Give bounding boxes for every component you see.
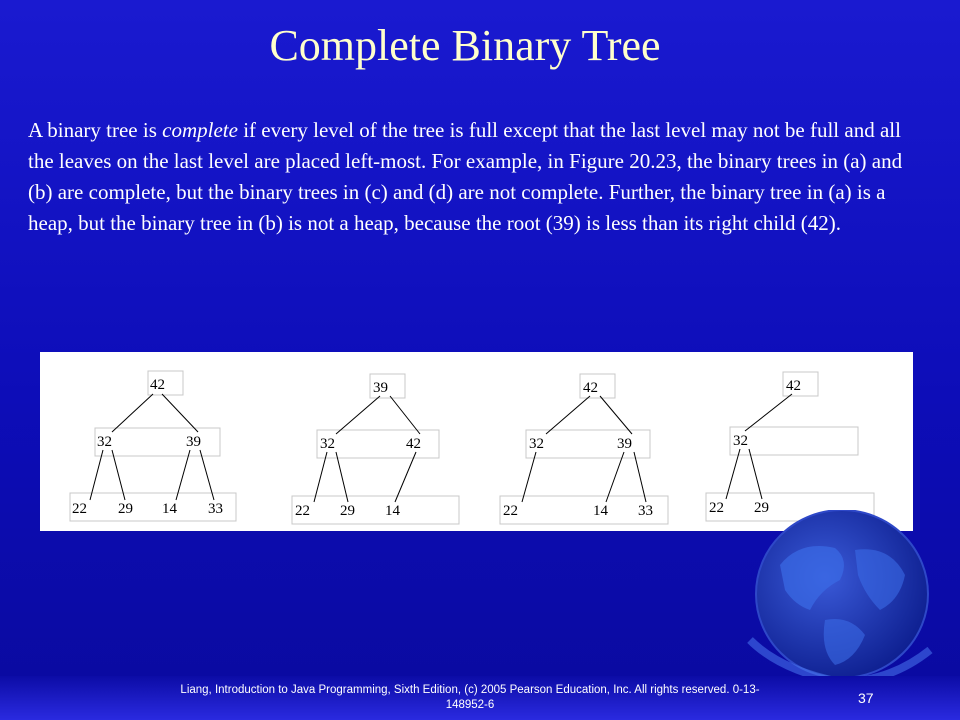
tree-b-level2-box bbox=[292, 496, 459, 524]
tree-d-edge bbox=[745, 394, 792, 431]
definition-paragraph bbox=[28, 115, 928, 239]
tree-c-edge bbox=[522, 452, 536, 502]
tree-d-leaf-1: 22 bbox=[709, 500, 724, 516]
tree-c-node-left: 32 bbox=[529, 436, 544, 452]
tree-a bbox=[70, 371, 236, 521]
tree-a-leaf-1: 22 bbox=[72, 501, 87, 517]
tree-a-edge bbox=[112, 394, 153, 432]
tree-c-leaf-1: 22 bbox=[503, 503, 518, 519]
paragraph-text-start: A binary tree is bbox=[28, 118, 163, 142]
tree-b bbox=[292, 374, 459, 524]
tree-a-root-label: 42 bbox=[150, 377, 165, 393]
tree-d-root-label: 42 bbox=[786, 378, 801, 394]
tree-d-edge bbox=[749, 449, 762, 499]
tree-b-edge bbox=[390, 396, 420, 434]
tree-b-edge bbox=[395, 452, 416, 502]
tree-c-edge bbox=[546, 396, 590, 434]
paragraph-emphasis: complete bbox=[162, 118, 238, 142]
tree-b-edge bbox=[336, 452, 348, 502]
tree-a-node-left: 32 bbox=[97, 434, 112, 450]
tree-b-leaf-1: 22 bbox=[295, 503, 310, 519]
tree-a-edge bbox=[162, 394, 198, 432]
paragraph-text-rest: if every level of the tree is full except that the last level may not be full and all the leaves on the last level are placed left-most. For example, in Figure 20.23, the binary trees in (a) and (b) are complete, but the binary trees in (c) and (d) are not complete. Further, the binary tree in (a) is a heap, but the binary tree in (b) is not a heap, because the root (39) is less than its right child (42). bbox=[28, 118, 903, 235]
tree-figure-panel bbox=[40, 352, 913, 531]
tree-d-leaf-2: 29 bbox=[754, 500, 769, 516]
tree-a-leaf-2: 29 bbox=[118, 501, 133, 517]
tree-d-edge bbox=[726, 449, 740, 499]
tree-b-node-right: 42 bbox=[406, 436, 421, 452]
slide-title: Complete Binary Tree bbox=[269, 21, 661, 70]
tree-c-node-right: 39 bbox=[617, 436, 632, 452]
footer-citation: Liang, Introduction to Java Programming, Sixth Edition, (c) 2005 Pearson Education, Inc. All rights reserved. 0-13-148952-6 bbox=[180, 684, 760, 711]
tree-b-leaf-3: 14 bbox=[385, 503, 400, 519]
tree-d bbox=[706, 372, 874, 521]
tree-b-edge bbox=[336, 396, 380, 434]
tree-c-edge bbox=[600, 396, 632, 434]
tree-b-leaf-2: 29 bbox=[340, 503, 355, 519]
tree-d-node-left: 32 bbox=[733, 433, 748, 449]
tree-a-leaf-3: 14 bbox=[162, 501, 177, 517]
page-number: 37 bbox=[858, 690, 874, 706]
tree-c-edge bbox=[634, 452, 646, 502]
tree-b-node-left: 32 bbox=[320, 436, 335, 452]
tree-b-root-label: 39 bbox=[373, 380, 388, 396]
globe-icon bbox=[740, 510, 960, 690]
tree-c-root-label: 42 bbox=[583, 380, 598, 396]
tree-b-edge bbox=[314, 452, 327, 502]
tree-a-leaf-4: 33 bbox=[208, 501, 223, 517]
tree-figure bbox=[40, 352, 913, 531]
tree-c-edge bbox=[606, 452, 624, 502]
tree-c-leaf-3: 33 bbox=[638, 503, 653, 519]
tree-c bbox=[500, 374, 668, 524]
tree-a-level1-box bbox=[95, 428, 220, 456]
tree-a-node-right: 39 bbox=[186, 434, 201, 450]
tree-c-leaf-2: 14 bbox=[593, 503, 608, 519]
